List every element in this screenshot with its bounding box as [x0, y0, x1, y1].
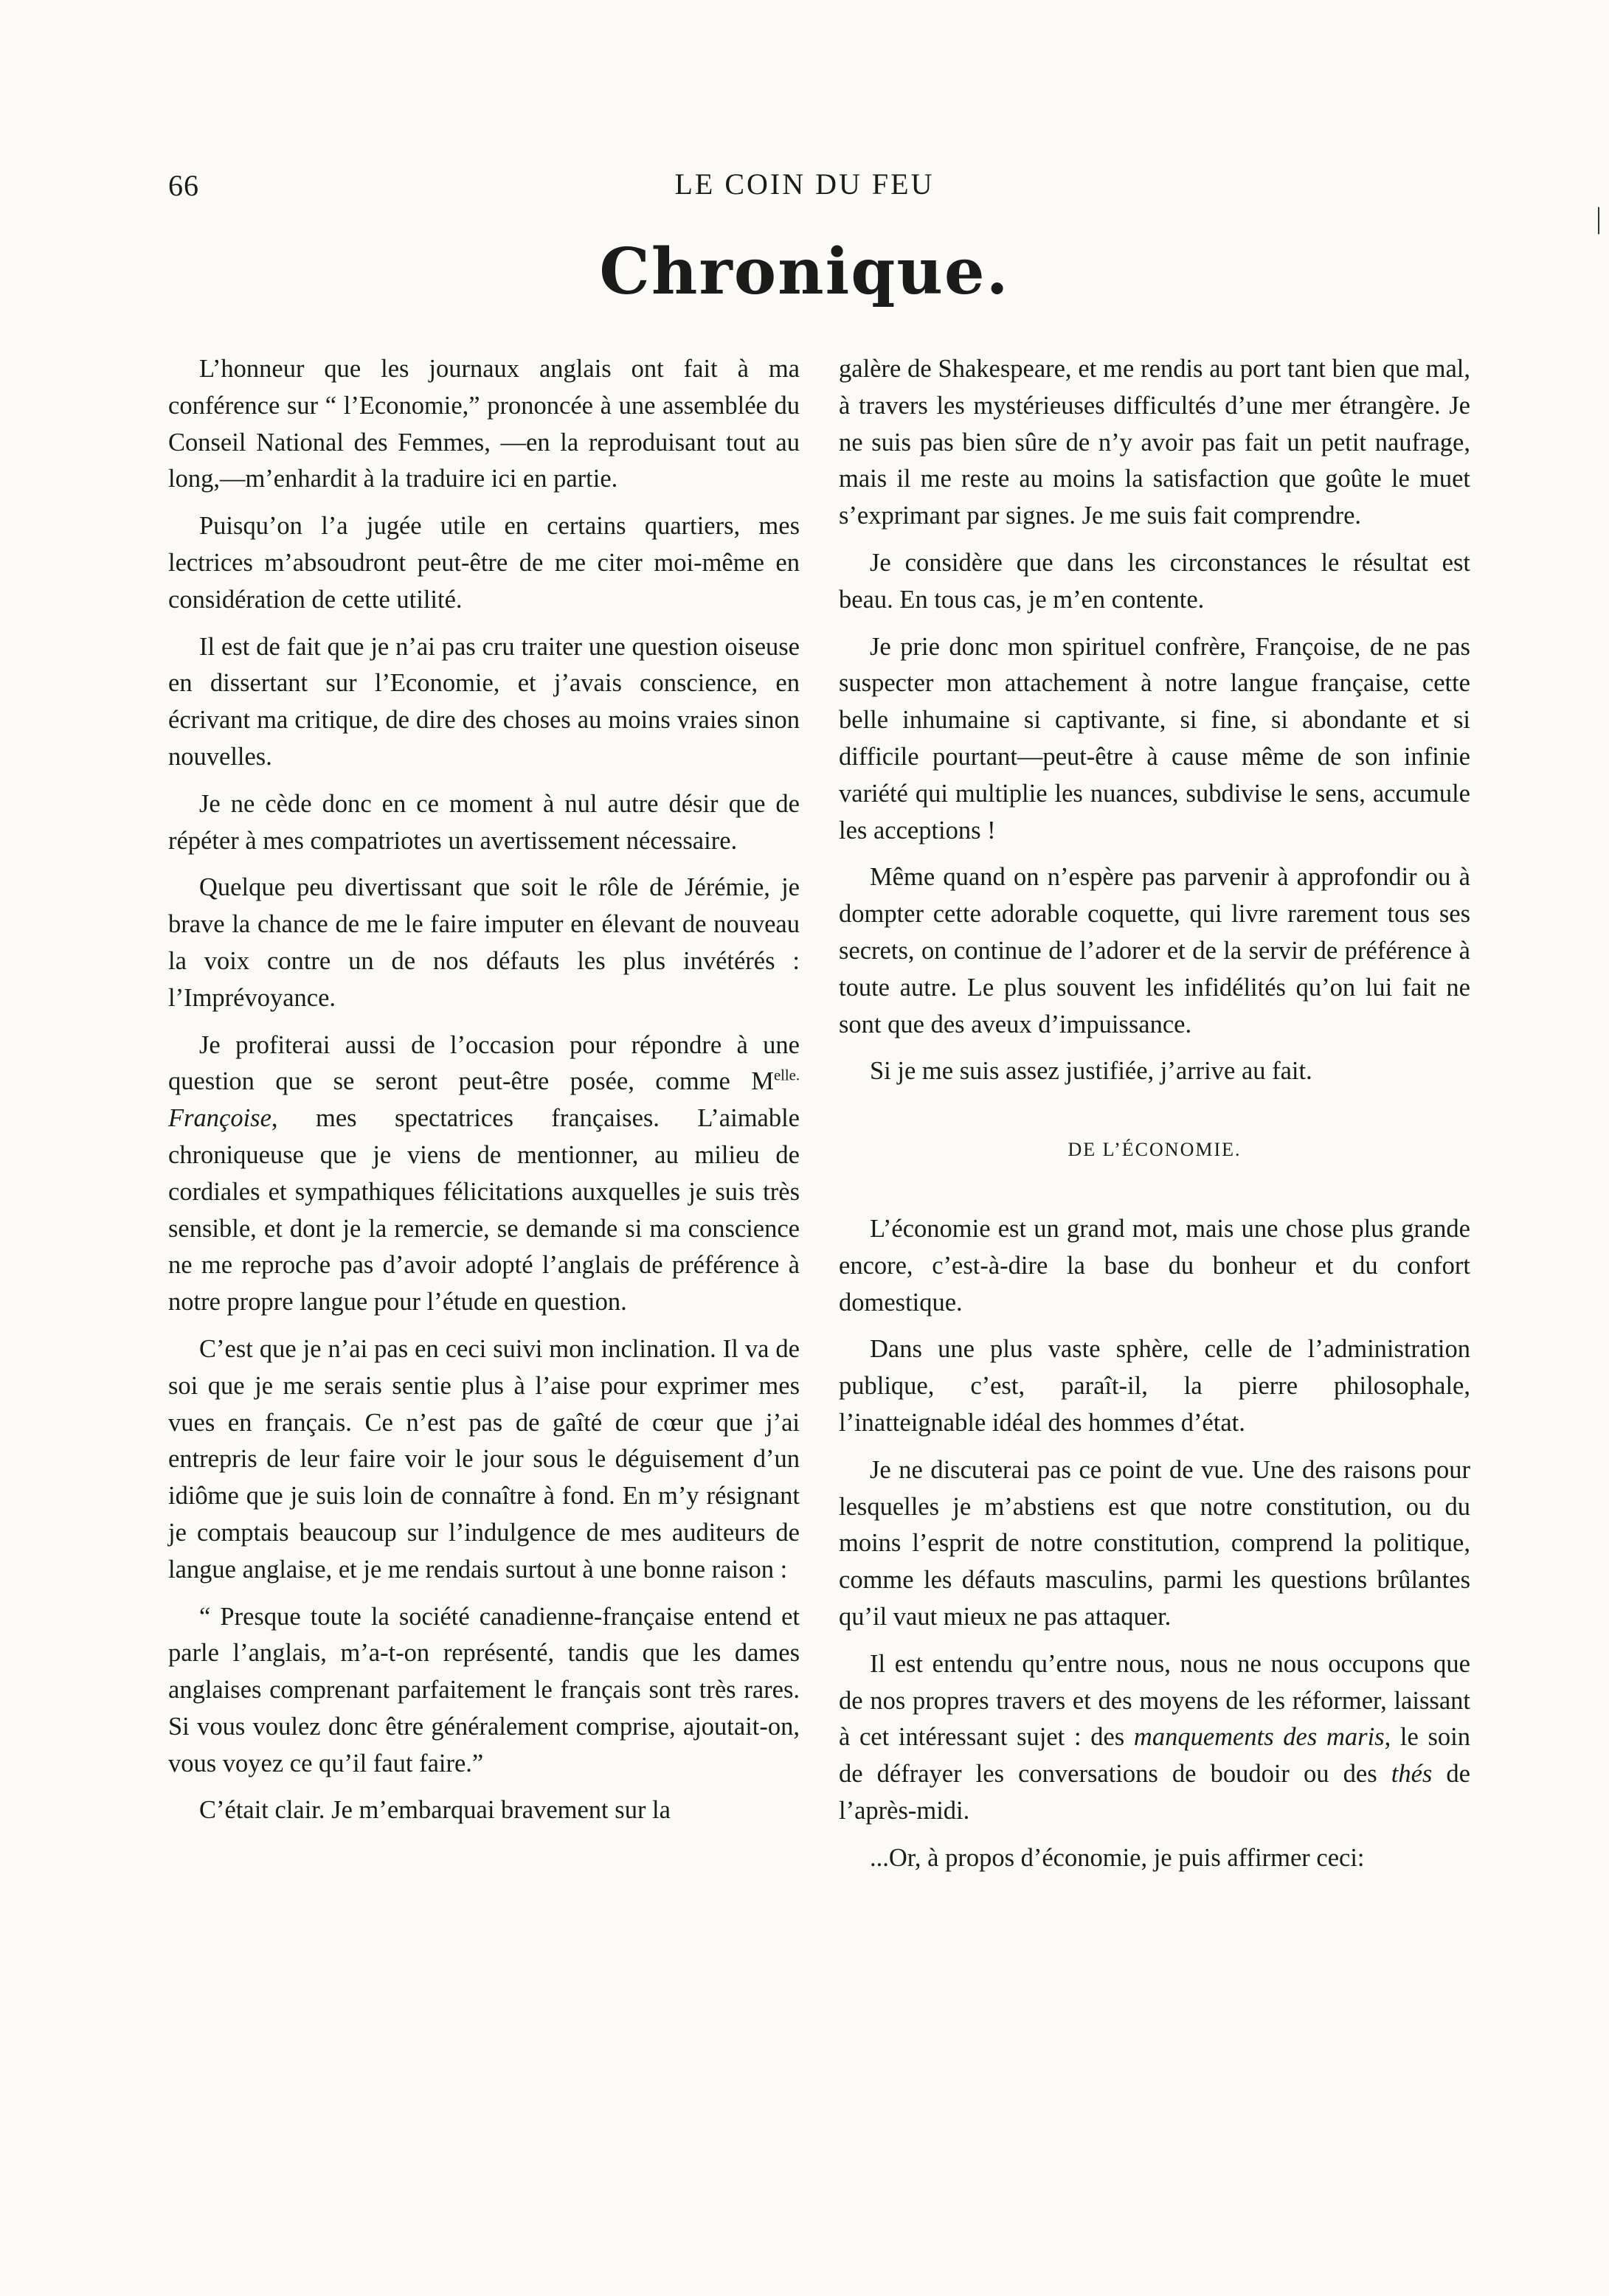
- italic-name: Françoise: [168, 1104, 271, 1133]
- running-head: LE COIN DU FEU: [674, 167, 935, 201]
- paragraph: Je ne cède donc en ce moment à nul autre désir que de répéter à mes compatriotes un avertissement nécessaire.: [168, 789, 800, 855]
- paragraph: Dans une plus vaste sphère, celle de l’administration publique, c’est, paraît-il, la pierre philosophale, l’inatteignable idéal des hommes d’état.: [839, 1335, 1470, 1437]
- section-heading: DE L’ÉCONOMIE.: [1068, 1139, 1242, 1161]
- italic-word: thés: [1391, 1760, 1433, 1789]
- text-run: , mes spectatrices françaises. L’aimable chroniqueuse que je viens de mentionner, au milieu de cordiales et sympathiques félicitations auxquelles je suis très sensible, et dont je la remercie, se demande si ma conscience ne me reproche pas d’avoir adopté l’anglais de préférence à notre propre langue pour l’étude en question.: [168, 1104, 800, 1317]
- paragraph: Puisqu’on l’a jugée utile en certains quartiers, mes lectrices m’absoudront peut-être de me citer moi-même en considération de cette utilité.: [168, 512, 800, 614]
- right-column: [839, 351, 1470, 1887]
- text-run: Je profiterai aussi de l’occasion pour répondre à une question que se seront peut-être posée, comme M: [168, 1030, 800, 1096]
- paragraph: L’honneur que les journaux anglais ont fait à ma conférence sur “ l’Economie,” prononcée à une assemblée du Conseil National des Femmes, —en la reproduisant tout au long,—m’enhardit à la traduire ici en partie.: [168, 355, 800, 493]
- italic-phrase: manquements des maris: [1133, 1723, 1385, 1752]
- text-run: de l’après-midi.: [839, 1760, 1470, 1825]
- paragraph: Il est de fait que je n’ai pas cru traiter une question oiseuse en dissertant sur l’Economie, et j’avais conscience, en écrivant ma critique, de dire des choses au moins vraies sinon nouvelles.: [168, 632, 800, 771]
- paragraph: Je prie donc mon spirituel confrère, Françoise, de ne pas suspecter mon attachement à notre langue française, cette belle inhumaine si captivante, si fine, si abondante et si difficile pourtant—peut-être à cause même de son infinie variété qui multiplie les nuances, subdivise le sens, accumule les acceptions !: [839, 632, 1470, 844]
- paragraph-last: ...Or, à propos d’économie, je puis affirmer ceci:: [870, 1843, 1365, 1872]
- paragraph: L’économie est un grand mot, mais une chose plus grande encore, c’est-à-dire la base du bonheur et du confort domestique.: [839, 1214, 1470, 1317]
- paragraph: Je ne discuterai pas ce point de vue. Une des raisons pour lesquelles je m’abstiens est que notre constitution, ou du moins l’esprit de notre constitution, comprend la politique, comme les défauts masculins, parmi les questions brûlantes qu’il vaut mieux ne pas attaquer.: [839, 1455, 1470, 1631]
- paragraph: C’est que je n’ai pas en ceci suivi mon inclination. Il va de soi que je me serais sentie plus à l’aise pour exprimer mes vues en français. Ce n’est pas de gaîté de cœur que j’ai entrepris de leur faire voir le jour sous le déguisement d’un idiôme que je suis loin de connaître à fond. En m’y résignant je comptais beaucoup sur l’indulgence de mes auditeurs de langue anglaise, et je me rendais surtout à une bonne raison :: [168, 1334, 800, 1584]
- article-title: Chronique.: [599, 235, 1010, 309]
- left-column: [168, 351, 800, 1839]
- paragraph-continued: galère de Shakespeare, et me rendis au port tant bien que mal, à travers les mystérieuses difficultés d’une mer étrangère. Je ne suis pas bien sûre de n’y avoir pas fait un petit naufrage, mais il me reste au moins la satisfaction que goûte le muet s’exprimant par signes. Je me suis fait comprendre.: [839, 355, 1470, 530]
- text-run: Il est entendu qu’entre nous, nous ne nous occupons que de nos propres travers et des moyens de les réformer, laissant à cet intéressant sujet : des: [839, 1649, 1470, 1752]
- paragraph: C’était clair. Je m’embarquai bravement sur la: [199, 1796, 671, 1825]
- paragraph-quote: “ Presque toute la société canadienne-française entend et parle l’anglais, m’a-t-on représenté, tandis que les dames anglaises comprenant parfaitement le français sont très rares. Si vous voulez donc être généralement comprise, ajoutait-on, vous voyez ce qu’il faut faire.”: [168, 1602, 800, 1778]
- margin-speck: |: [1596, 201, 1602, 235]
- text-run: , le soin de défrayer les conversations de boudoir ou des: [839, 1723, 1470, 1789]
- paragraph-francoise: [168, 1027, 800, 1321]
- paragraph-travers: [839, 1646, 1470, 1830]
- page-number: 66: [168, 169, 199, 202]
- superscript-abbrev: elle.: [773, 1067, 800, 1084]
- paragraph: Je considère que dans les circonstances le résultat est beau. En tous cas, je m’en contente.: [839, 548, 1470, 614]
- paragraph: Même quand on n’espère pas parvenir à approfondir ou à dompter cette adorable coquette, qui livre rarement tous ses secrets, on continue de l’adorer et de la servir de préférence à toute autre. Le plus souvent les infidélités qu’on lui fait ne sont que des aveux d’impuissance.: [839, 863, 1470, 1038]
- paragraph: Quelque peu divertissant que soit le rôle de Jérémie, je brave la chance de me le faire imputer en élevant de nouveau la voix contre un de nos défauts les plus invétérés : l’Imprévoyance.: [168, 873, 800, 1012]
- paragraph: Si je me suis assez justifiée, j’arrive au fait.: [870, 1057, 1312, 1086]
